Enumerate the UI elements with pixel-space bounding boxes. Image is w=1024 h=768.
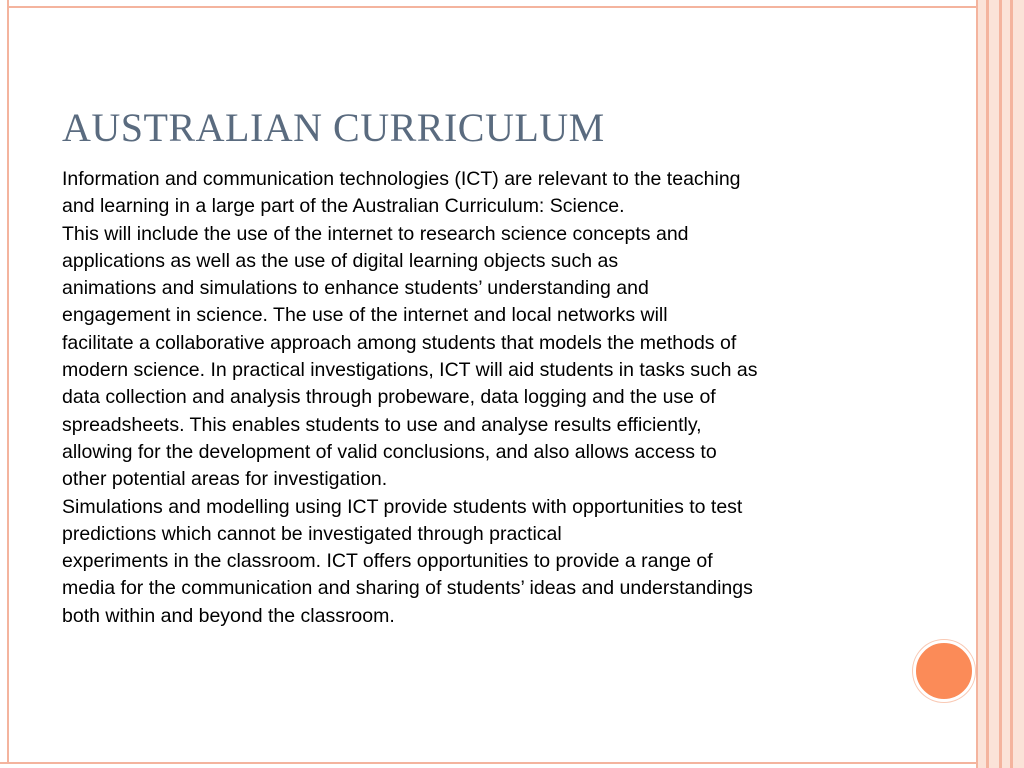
body-line: Simulations and modelling using ICT provide students with opportunities to test [62, 495, 743, 518]
body-line: predictions which cannot be investigated through practical [62, 522, 562, 545]
body-line: other potential areas for investigation. [62, 468, 388, 491]
body-line: and learning in a large part of the Australian Curriculum: Science. [62, 195, 625, 218]
decorative-stripes [976, 0, 1024, 768]
slide-frame-top [0, 0, 1024, 8]
body-line: both within and beyond the classroom. [62, 604, 395, 627]
body-line: spreadsheets. This enables students to use and analyse results efficiently, [62, 413, 702, 436]
accent-circle-decoration [913, 640, 975, 702]
body-line: data collection and analysis through probeware, data logging and the use of [62, 386, 716, 409]
body-line: Information and communication technologies (ICT) are relevant to the teaching [62, 168, 741, 190]
slide-frame-left [0, 0, 9, 768]
body-line: modern science. In practical investigations, ICT will aid students in tasks such as [62, 359, 758, 382]
slide-frame-bottom [0, 762, 1024, 768]
body-line: engagement in science. The use of the internet and local networks will [62, 304, 668, 327]
slide-title: AUSTRALIAN CURRICULUM [62, 105, 605, 150]
body-line: facilitate a collaborative approach among students that models the methods of [62, 331, 737, 354]
body-line: media for the communication and sharing of students’ ideas and understandings [62, 577, 753, 600]
body-line: This will include the use of the internet to research science concepts and [62, 222, 689, 245]
body-line: applications as well as the use of digital learning objects such as [62, 249, 619, 272]
slide-body-text [62, 166, 892, 630]
body-line: allowing for the development of valid conclusions, and also allows access to [62, 440, 717, 463]
body-line: animations and simulations to enhance students’ understanding and [62, 277, 649, 300]
body-line: experiments in the classroom. ICT offers opportunities to provide a range of [62, 550, 713, 573]
